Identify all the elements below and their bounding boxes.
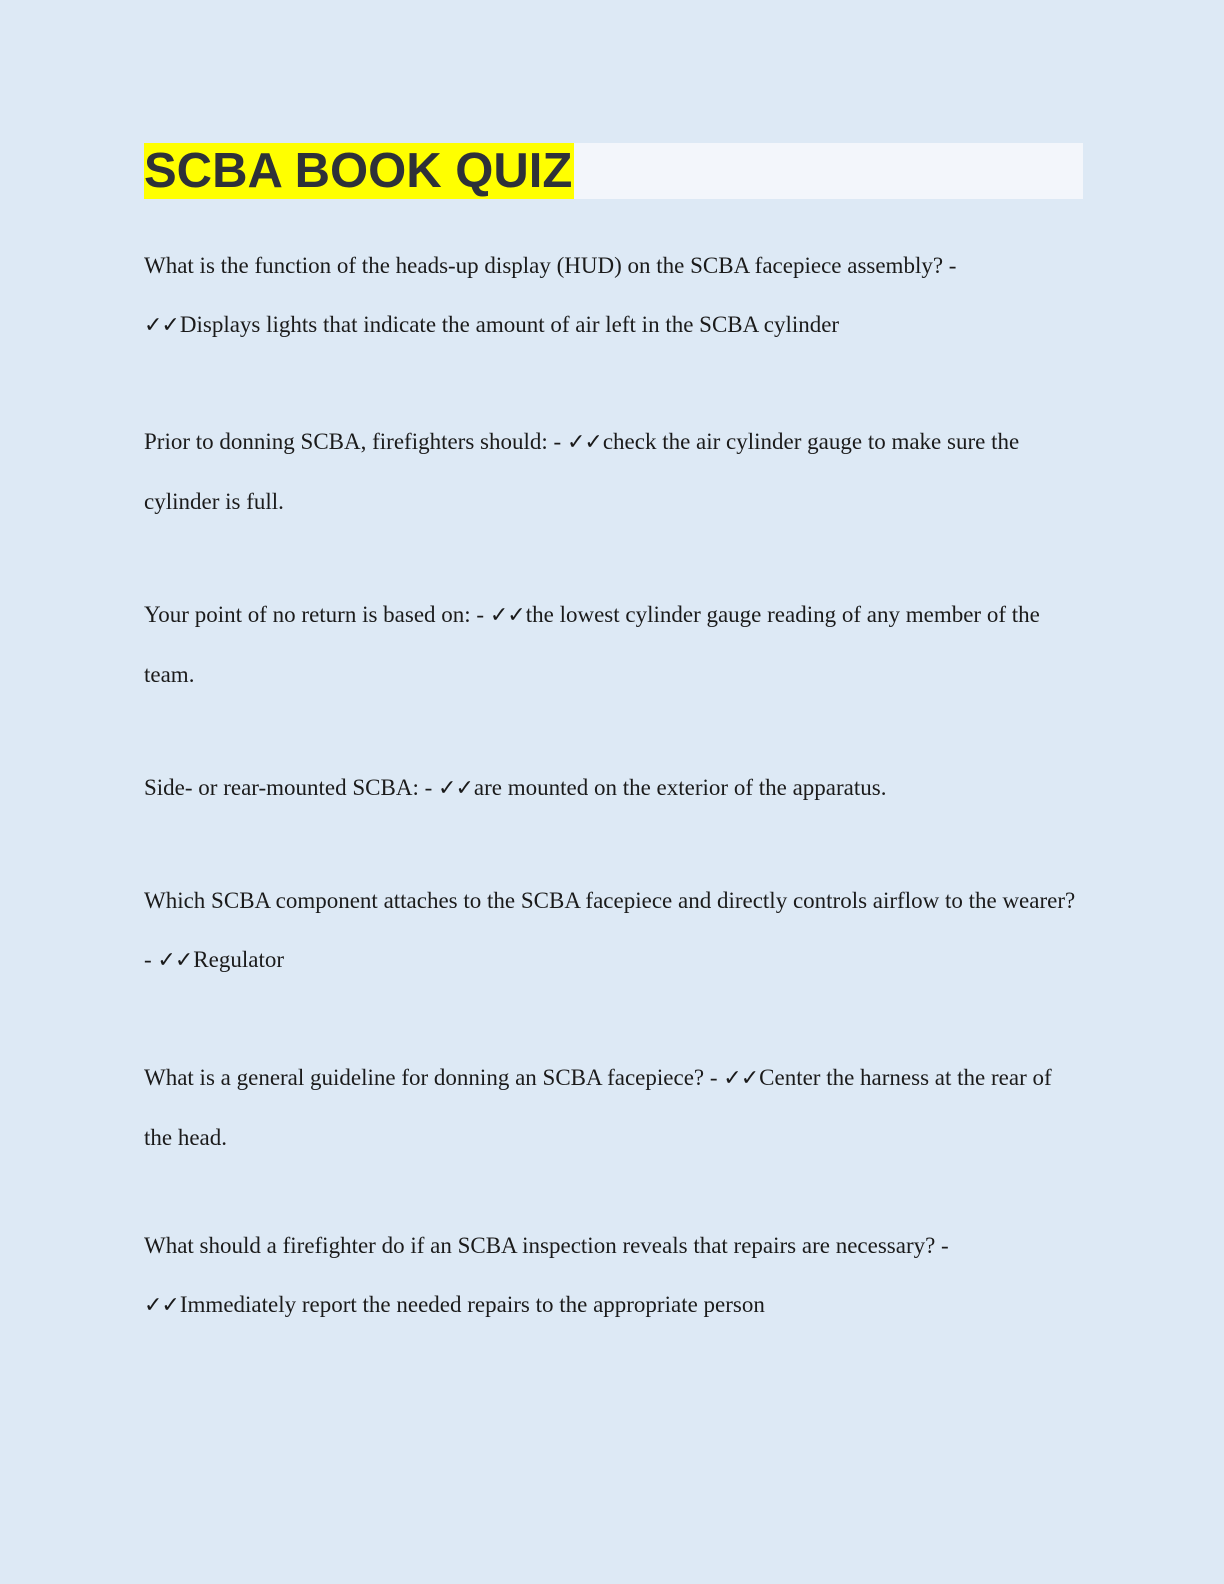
quiz-item (144, 1216, 1084, 1335)
question-text: Prior to donning SCBA, firefighters should: - (144, 429, 562, 454)
answer-text: Displays lights that indicate the amount of air left in the SCBA cylinder (179, 312, 840, 337)
answer-text: Immediately report the needed repairs to the appropriate person (179, 1292, 765, 1317)
quiz-item (144, 236, 1084, 355)
check-icon: ✓✓ (157, 948, 193, 973)
quiz-item (144, 758, 1084, 818)
question-text: What is a general guideline for donning an SCBA facepiece? - (144, 1065, 718, 1090)
quiz-item (144, 871, 1084, 990)
check-icon: ✓✓ (438, 776, 473, 801)
question-text: What should a firefighter do if an SCBA inspection reveals that repairs are necessary? - (144, 1233, 949, 1258)
check-icon: ✓✓ (489, 603, 525, 628)
question-text: Your point of no return is based on: - (144, 602, 485, 627)
question-text: Which SCBA component attaches to the SCBA facepiece and directly controls airflow to the wearer? - (144, 888, 1076, 972)
check-icon: ✓✓ (723, 1066, 759, 1091)
check-icon: ✓✓ (566, 430, 602, 455)
check-icon: ✓✓ (144, 313, 179, 338)
answer-text: the lowest cylinder gauge reading of any member of the team. (144, 602, 1040, 687)
answer-text: Center the harness at the rear of the head. (144, 1065, 1052, 1150)
answer-text: check the air cylinder gauge to make sure the cylinder is full. (144, 429, 1020, 514)
answer-text: are mounted on the exterior of the apparatus. (473, 775, 887, 800)
check-icon: ✓✓ (144, 1293, 179, 1318)
question-text: Side- or rear-mounted SCBA: - (144, 775, 433, 800)
page-title: SCBA BOOK QUIZ (144, 144, 573, 198)
quiz-item (144, 412, 1084, 531)
quiz-item (144, 1048, 1084, 1167)
question-text: What is the function of the heads-up display (HUD) on the SCBA facepiece assembly? - (144, 253, 957, 278)
quiz-item (144, 585, 1084, 704)
answer-text: Regulator (193, 947, 284, 972)
